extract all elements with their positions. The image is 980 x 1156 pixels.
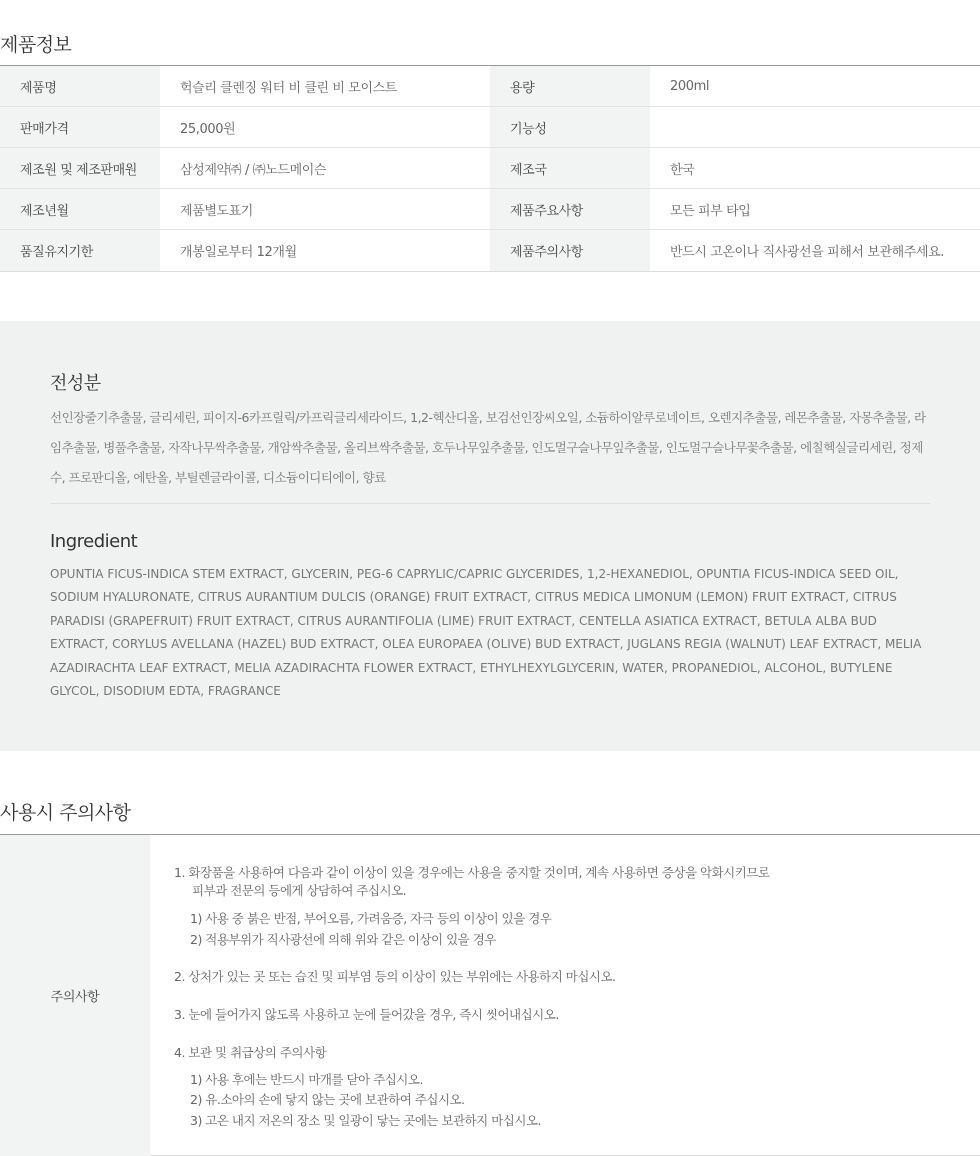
info-value: 반드시 고온이나 직사광선을 피해서 보관해주세요. (670, 245, 944, 260)
caution-line: 1) 사용 후에는 반드시 마개를 닫아 주십시오. (190, 1072, 423, 1087)
info-label: 제품명 (0, 66, 160, 106)
caution-line: 3. 눈에 들어가지 않도록 사용하고 눈에 들어갔을 경우, 즉시 씻어내십시오. (174, 1007, 559, 1022)
info-value: 25,000원 (180, 121, 236, 137)
table-row (0, 148, 980, 189)
caution-line: 1. 화장품을 사용하여 다음과 같이 이상이 있을 경우에는 사용을 중지할 것이며, 계속 사용하면 증상을 악화시키므로 (174, 865, 770, 880)
info-value: 한국 (670, 162, 695, 178)
table-row (0, 107, 980, 148)
ingredient-ko-heading: 전성분 (50, 373, 101, 394)
caution-title: 사용시 주의사항 (0, 802, 131, 824)
info-label: 제조국 (490, 148, 650, 188)
info-value: 제품별도표기 (180, 203, 253, 219)
caution-line: 2) 유.소아의 손에 닿지 않는 곳에 보관하여 주십시오. (190, 1092, 465, 1107)
info-label: 제조년월 (0, 189, 160, 229)
table-row (0, 189, 980, 230)
caution-label: 주의사항 (0, 835, 150, 1156)
table-row (0, 66, 980, 107)
caution-line: 2. 상처가 있는 곳 또는 습진 및 피부염 등의 이상이 있는 부위에는 사용하지 마십시오. (174, 969, 616, 984)
caution-line: 2) 적용부위가 직사광선에 의해 위와 같은 이상이 있을 경우 (190, 932, 496, 947)
caution-line: 3) 고온 내지 저온의 장소 및 일광이 닿는 곳에는 보관하지 마십시오. (190, 1113, 541, 1128)
info-label: 제품주의사항 (490, 230, 650, 271)
info-value (650, 107, 980, 147)
caution-line: 4. 보관 및 취급상의 주의사항 (174, 1045, 327, 1060)
info-value: 개봉일로부터 12개월 (180, 245, 297, 260)
product-info-title: 제품정보 (0, 34, 72, 56)
info-label: 용량 (490, 66, 650, 106)
info-label: 제품주요사항 (490, 189, 650, 229)
caution-line: 피부과 전문의 등에게 상담하여 주십시오. (192, 883, 407, 898)
ingredient-en-heading: Ingredient (50, 531, 138, 552)
caution-body (150, 835, 980, 1156)
caution-line: 1) 사용 중 붉은 반점, 부어오름, 가려움증, 자극 등의 이상이 있을 경우 (190, 911, 552, 926)
caution-table (0, 834, 980, 1156)
info-value: 헉슬리 클렌징 워터 비 클린 비 모이스트 (180, 80, 397, 96)
info-label: 기능성 (490, 107, 650, 147)
info-value: 모든 피부 타입 (670, 203, 751, 219)
info-label: 품질유지기한 (0, 230, 160, 271)
product-info-table (0, 65, 980, 272)
info-value: 삼성제약㈜ / ㈜노드메이슨 (180, 162, 327, 178)
info-label: 판매가격 (0, 107, 160, 147)
info-value: 200ml (670, 78, 710, 94)
divider (50, 503, 930, 504)
ingredient-en-text: OPUNTIA FICUS-INDICA STEM EXTRACT, GLYCERIN, PEG-6 CAPRYLIC/CAPRIC GLYCERIDES, 1,2-HEXANEDIOL, OPUNTIA FICUS-INDICA SEED OIL, SODIUM HYALURONATE, CITRUS AURANTIUM DULCIS (ORANGE) FRUIT EXTRACT, CITRUS MEDICA LIMONUM (LEMON) FRUIT EXTRACT, CITRUS PARADISI (GRAPEFRUIT) FRUIT EXTRACT, CITRUS AURANTIFOLIA (LIME) FRUIT EXTRACT, CENTELLA ASIATICA EXTRACT, BETULA ALBA BUD EXTRACT, CORYLUS AVELLANA (HAZEL) BUD EXTRACT, OLEA EUROPAEA (OLIVE) BUD EXTRACT, JUGLANS REGIA (WALNUT) LEAF EXTRACT, MELIA AZADIRACHTA LEAF EXTRACT, MELIA AZADIRACHTA FLOWER EXTRACT, ETHYLHEXYLGLYCERIN, WATER, PROPANEDIOL, ALCOHOL, BUTYLENE GLYCOL, DISODIUM EDTA, FRAGRANCE (50, 567, 922, 699)
table-row (0, 230, 980, 271)
ingredient-section (0, 321, 980, 751)
info-label: 제조원 및 제조판매원 (0, 148, 160, 188)
ingredient-ko-text: 선인장줄기추출물, 글리세린, 피이지-6카프릴릭/카프릭글리세라이드, 1,2-헥산디올, 보검선인장씨오일, 소듐하이알루로네이트, 오렌지추출물, 레몬추출물, 자몽추출물, 라임추출물, 병풀추출물, 자작나무싹추출물, 개암싹추출물, 올리브싹추출물, 호두나무잎추출물, 인도멀구슬나무잎추출물, 인도멀구슬나무꽃추출물, 에칠헥실글리세린, 정제수, 프로판디올, 에탄올, 부틸렌글라이콜, 디소듐이디티에이, 향료 (50, 410, 926, 485)
